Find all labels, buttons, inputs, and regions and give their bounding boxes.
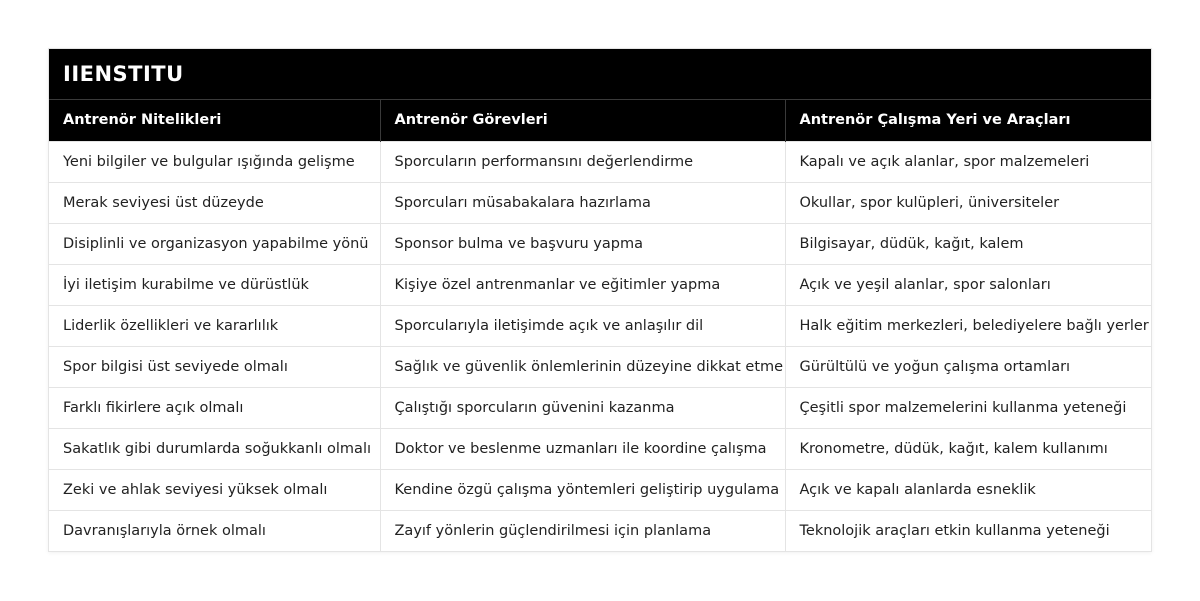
table-cell: Kendine özgü çalışma yöntemleri geliştirip uygulama <box>380 469 785 510</box>
table-cell: Merak seviyesi üst düzeyde <box>49 182 380 223</box>
table-cell: Sporcularıyla iletişimde açık ve anlaşılır dil <box>380 305 785 346</box>
table-cell: Kişiye özel antrenmanlar ve eğitimler yapma <box>380 264 785 305</box>
table-cell: Liderlik özellikleri ve kararlılık <box>49 305 380 346</box>
table-cell: Halk eğitim merkezleri, belediyelere bağlı yerler <box>785 305 1151 346</box>
table-cell: Spor bilgisi üst seviyede olmalı <box>49 346 380 387</box>
header-duties: Antrenör Görevleri <box>380 100 785 141</box>
comparison-table <box>49 100 1151 551</box>
header-workplace-tools: Antrenör Çalışma Yeri ve Araçları <box>785 100 1151 141</box>
table-body <box>49 141 1151 551</box>
table-row <box>49 223 1151 264</box>
table-cell: Yeni bilgiler ve bulgular ışığında gelişme <box>49 141 380 182</box>
table-cell: Disiplinli ve organizasyon yapabilme yönü <box>49 223 380 264</box>
table-cell: Teknolojik araçları etkin kullanma yeteneği <box>785 510 1151 551</box>
table-cell: Çalıştığı sporcuların güvenini kazanma <box>380 387 785 428</box>
table-cell: Sporcuların performansını değerlendirme <box>380 141 785 182</box>
table-row <box>49 469 1151 510</box>
table-cell: Sponsor bulma ve başvuru yapma <box>380 223 785 264</box>
table-row <box>49 387 1151 428</box>
table-row <box>49 510 1151 551</box>
table-cell: İyi iletişim kurabilme ve dürüstlük <box>49 264 380 305</box>
brand-title: IIENSTITU <box>49 49 1151 100</box>
table-cell: Sağlık ve güvenlik önlemlerinin düzeyine dikkat etme <box>380 346 785 387</box>
table-row <box>49 346 1151 387</box>
table-cell: Davranışlarıyla örnek olmalı <box>49 510 380 551</box>
table-cell: Çeşitli spor malzemelerini kullanma yeteneği <box>785 387 1151 428</box>
table-cell: Sporcuları müsabakalara hazırlama <box>380 182 785 223</box>
table-cell: Kapalı ve açık alanlar, spor malzemeleri <box>785 141 1151 182</box>
comparison-table-card <box>48 48 1152 552</box>
table-header <box>49 100 1151 141</box>
table-cell: Okullar, spor kulüpleri, üniversiteler <box>785 182 1151 223</box>
header-qualifications: Antrenör Nitelikleri <box>49 100 380 141</box>
table-cell: Açık ve kapalı alanlarda esneklik <box>785 469 1151 510</box>
table-cell: Zeki ve ahlak seviyesi yüksek olmalı <box>49 469 380 510</box>
header-row <box>49 100 1151 141</box>
table-cell: Kronometre, düdük, kağıt, kalem kullanımı <box>785 428 1151 469</box>
table-cell: Bilgisayar, düdük, kağıt, kalem <box>785 223 1151 264</box>
table-cell: Zayıf yönlerin güçlendirilmesi için planlama <box>380 510 785 551</box>
table-row <box>49 182 1151 223</box>
table-cell: Doktor ve beslenme uzmanları ile koordine çalışma <box>380 428 785 469</box>
table-row <box>49 428 1151 469</box>
table-row <box>49 141 1151 182</box>
table-cell: Farklı fikirlere açık olmalı <box>49 387 380 428</box>
table-cell: Açık ve yeşil alanlar, spor salonları <box>785 264 1151 305</box>
table-cell: Gürültülü ve yoğun çalışma ortamları <box>785 346 1151 387</box>
table-row <box>49 264 1151 305</box>
table-row <box>49 305 1151 346</box>
table-cell: Sakatlık gibi durumlarda soğukkanlı olmalı <box>49 428 380 469</box>
